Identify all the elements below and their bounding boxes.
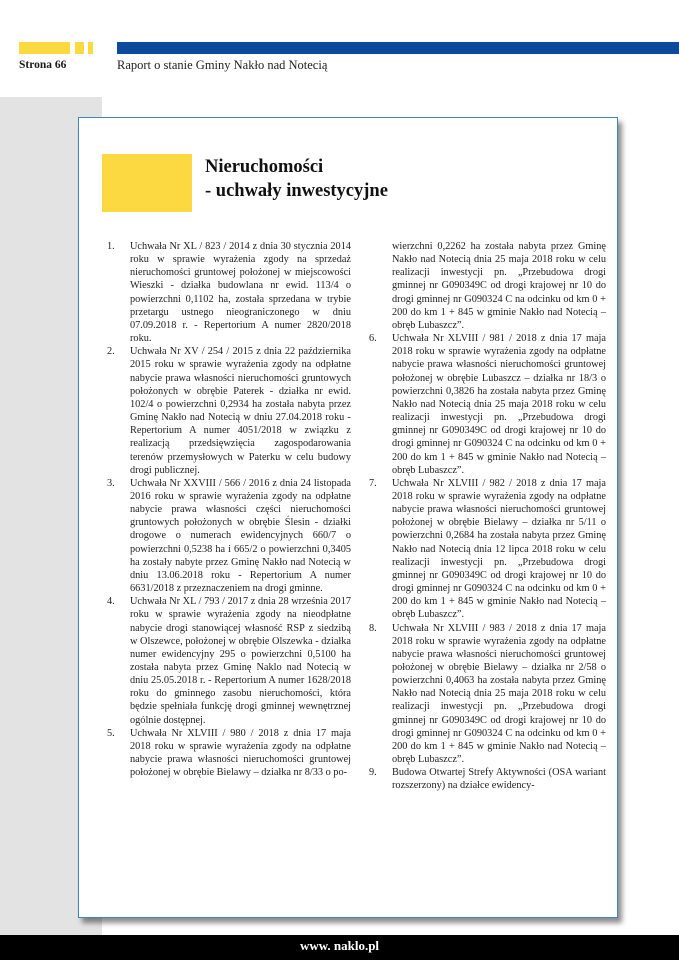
list-item <box>369 622 606 767</box>
list-item <box>107 240 351 345</box>
item-number: 6. <box>369 333 377 345</box>
item-text: Uchwała Nr XLVIII / 980 / 2018 z dnia 17 maja 2018 roku w sprawie wyrażenia zgody na odpłatne nabycie prawa własności nieruchomości gruntowej położonej w obrębie Bielawy – działka nr 8/33 o po- <box>130 727 351 779</box>
list-item-continuation: wierzchni 0,2262 ha została nabyta przez Gminę Nakło nad Notecią dnia 25 maja 2018 roku w celu realizacji inwestycji pn. „Przebudowa drogi gminnej nr G090349C od drogi krajowej nr 10 do drogi gminnej nr G090324 C na odcinku od km 0 + 200 do km 1 + 845 w gminie Nakło nad Notecią – obręb Lubaszcz”. <box>392 241 606 331</box>
item-number: 8. <box>369 622 377 634</box>
list-item <box>369 332 606 477</box>
header-yellow-bar <box>19 42 70 54</box>
item-text: Uchwała Nr XLVIII / 982 / 2018 z dnia 17 maja 2018 roku w sprawie wyrażenia zgody na odpłatne nabycie prawa własności nieruchomości gruntowej położonej w obrębie Bielawy – działka nr 5/11 o powierzchni 0,2684 ha została nabyta przez Gminę Nakło nad Notecią dnia 12 lipca 2018 roku w celu realizacji inwestycji pn. „Przebudowa drogi gminnej nr G090349C od drogi krajowej nr 10 do drogi gminnej nr G090324 C na odcinku od km 0 + 200 do km 1 + 845 w gminie Nakło nad Notecią – obręb Lubaszcz”. <box>392 477 606 621</box>
section-title-line2: - uchwały inwestycyjne <box>205 181 388 201</box>
item-text: Uchwała Nr XL / 793 / 2017 z dnia 28 września 2017 roku w sprawie wyrażenia zgody na nieodpłatne nabycie drogi stanowiącej własność RSP z siedzibą w Olszewce, położonej w obrębie Olszewka - działka numer ewidencyjny 295 o powierzchni 0,5100 ha została nabyta przez Gminę Naklo nad Notecią w dniu 25.05.2018 r. - Repertorium A numer 1628/2018 roku do gminnego zasobu nieruchomości, która będzie spełniała funkcję drogi gminnej wewnętrznej ogólnie dostępnej. <box>130 596 351 726</box>
item-text: Uchwała Nr XL / 823 / 2014 z dnia 30 stycznia 2014 roku w sprawie wyrażenia zgody na sprzedaż nieruchomości gruntowej położonej w miejscowości Wieszki - działka budowlana nr ewid. 113/4 o powierzchni 0,1102 ha, została sprzedana w trybie przetargu ustnego nieograniczonego w dniu 07.09.2018 r. - Repertorium A numer 2820/2018 roku. <box>130 241 351 345</box>
item-number: 5. <box>107 727 115 739</box>
list-item <box>107 595 351 727</box>
list-item <box>369 766 606 792</box>
item-text: Uchwała Nr XXVIII / 566 / 2016 z dnia 24 listopada 2016 roku w sprawie wyrażenia zgody na odpłatne nabycie prawa własności części nieruchomości gruntowych położonych w obrębie Ślesin - działki drogowe o numerach ewidencyjnych 660/7 o powierzchni 0,5238 ha i 665/2 o powierzchni 0,3405 ha zostały nabyte przez Gminę Nakło nad Notecią w dniu 13.06.2018 roku - Repertorium A numer 6631/2018 z przeznaczeniem na drogi gminne. <box>130 477 351 595</box>
title-accent-block <box>102 154 192 212</box>
item-text: Uchwała Nr XLVIII / 981 / 2018 z dnia 17 maja 2018 roku w sprawie wyrażenia zgody na odpłatne nabycie prawa własności nieruchomości gruntowej położonej w obrębie Lubaszcz – działka nr 18/3 o powierzchni 0,3826 ha została nabyta przez Gminę Nakło nad Notecią dnia 25 maja 2018 roku w celu realizacji inwestycji pn. „Przebudowa drogi gminnej nr G090349C od drogi krajowej nr 10 do drogi gminnej nr G090324 C na odcinku od km 0 + 200 do km 1 + 845 w gminie Nakło nad Notecią – obręb Lubaszcz”. <box>392 333 606 476</box>
item-number: 3. <box>107 477 115 489</box>
footer-url: www. naklo.pl <box>299 938 380 953</box>
right-column <box>369 240 606 793</box>
page-number: Strona 66 <box>19 59 67 71</box>
list-item <box>107 477 351 595</box>
header-yellow-block-small <box>88 42 93 54</box>
left-column <box>107 240 351 779</box>
list-item <box>107 345 351 477</box>
report-title: Raport o stanie Gminy Nakło nad Notecią <box>117 58 328 72</box>
item-text: Uchwała Nr XLVIII / 983 / 2018 z dnia 17 maja 2018 roku w sprawie wyrażenia zgody na odpłatne nabycie prawa własności nieruchomości gruntowej położonej w obrębie Bielawy – działka nr 2/58 o powierzchni 0,4063 ha została nabyta przez Gminę Nakło nad Notecią dnia 25 maja 2018 roku w celu realizacji inwestycji pn. „Przebudowa drogi gminnej nr G090349C od drogi krajowej nr 10 do drogi gminnej nr G090324 C na odcinku od km 0 + 200 do km 1 + 845 w gminie Nakło nad Notecią – obręb Lubaszcz”. <box>392 622 606 766</box>
section-title <box>205 155 388 203</box>
item-number: 4. <box>107 596 115 608</box>
item-number: 7. <box>369 477 377 489</box>
item-text: Budowa Otwartej Strefy Aktywności (OSA wariant rozszerzony) na działce ewidency- <box>392 767 606 792</box>
section-title-line1: Nieruchomości <box>205 157 324 177</box>
list-item <box>107 727 351 780</box>
item-number: 2. <box>107 346 115 358</box>
item-text: Uchwała Nr XV / 254 / 2015 z dnia 22 października 2015 roku w sprawie wyrażenia zgody na odpłatne nabycie prawa własności nieruchomości gruntowych położonych w obrębie Paterek - działka nr ewid. 102/4 o powierzchni 0,2934 ha została nabyta przez Gminę Nakło nad Notecią w dniu 27.04.2018 roku - Repertorium A numer 4051/2018 w związku z realizacją przedsięwzięcia zagospodarowania terenów przemysłowych w Paterku w celu budowy drogi publicznej. <box>130 346 351 476</box>
header-yellow-block <box>75 42 84 54</box>
header-blue-bar <box>117 42 679 54</box>
item-number: 1. <box>107 241 115 252</box>
list-item <box>369 477 606 622</box>
item-number: 9. <box>369 767 377 779</box>
